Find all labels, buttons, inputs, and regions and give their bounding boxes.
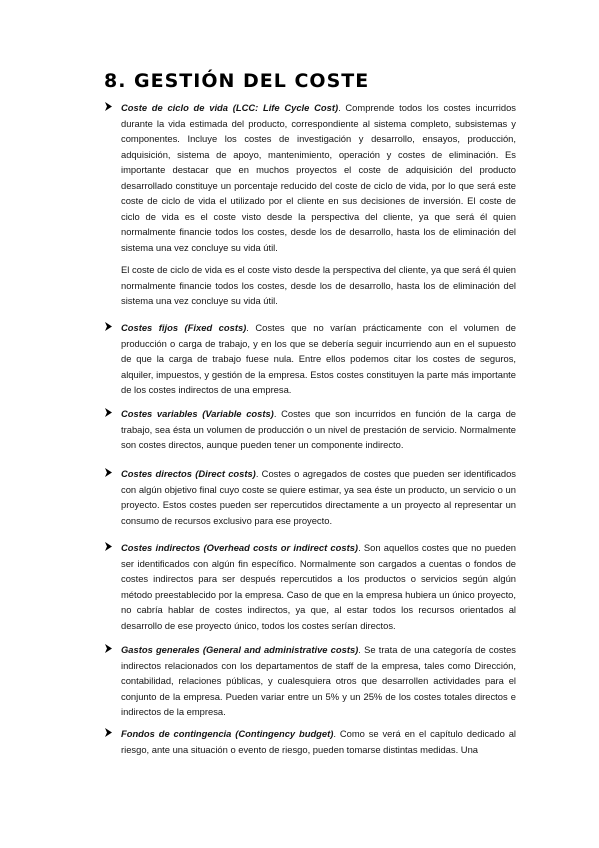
item-body: . Son aquellos costes que no pueden ser identificados con algún fin específico. Normalmente son cargados a cuentas o fondos de costes indirectos para ser después repercutidos a los productos o servicios según algún método preestablecido por la empresa. Caso de que en la empresa hubiera un único proyecto, no cabría hablar de costes indirectos, ya que, al estar todos los recursos orientados al desarrollo de ese proyecto único, todos los costes serían directos. <box>121 542 516 631</box>
item-body: . Costes que son incurridos en función de la carga de trabajo, sea ésta un volumen de producción o un nivel de prestación de servicio. Normalmente son costes directos, aunque pueden tener un componente indirecto. <box>121 408 516 450</box>
list-item-variable-costs <box>104 406 516 453</box>
list-item-indirect-costs <box>104 540 516 633</box>
list-item-lcc <box>104 100 516 255</box>
item-term: Costes fijos (Fixed costs) <box>121 322 247 333</box>
list-item-contingency <box>104 726 516 757</box>
item-body: . Comprende todos los costes incurridos durante la vida estimada del producto, correspondiente al sistema completo, subsistemas y componentes. Incluye los costes de investigación y desarrollo, ensayos, producción, adquisición, sistema de apoyo, mantenimiento, operación y costes de eliminación. Es importante destacar que en muchos proyectos el coste de adquisición del producto desarrollado constituye un porcentaje reducido del coste de ciclo de vida, por lo que será este coste de ciclo de vida el utilizado por el cliente en sus decisiones de inversión. El coste de ciclo de vida es el coste visto desde la perspectiva del cliente, ya que será él quien normalmente financie todos los costes, desde los de desarrollo, hasta los de eliminación del sistema una vez concluye su vida útil. <box>121 102 516 253</box>
list-item-text <box>121 406 516 453</box>
list-item-text <box>121 726 516 757</box>
arrow-bullet-icon <box>104 643 114 655</box>
list-item-general-costs <box>104 642 516 720</box>
list-item-direct-costs <box>104 466 516 528</box>
arrow-bullet-icon <box>104 541 114 553</box>
item-body: . Se trata de una categoría de costes indirectos relacionados con los departamentos de staff de la empresa, tales como Dirección, contabilidad, relaciones públicas, y cualesquiera otros que desarrollen actividades para el conjunto de la empresa. Pueden variar entre un 5% y un 25% de los costes totales directos e indirectos de la empresa. <box>121 644 516 717</box>
item-body: . Como se verá en el capítulo dedicado al riesgo, ante una situación o evento de riesgo, pueden tomarse distintas medidas. Una <box>121 728 516 755</box>
list-item-text <box>121 466 516 528</box>
arrow-bullet-icon <box>104 467 114 479</box>
arrow-bullet-icon <box>104 407 114 419</box>
list-item-text <box>121 320 516 398</box>
item-term: Coste de ciclo de vida (LCC: Life Cycle Cost) <box>121 102 339 113</box>
item-body: . Costes o agregados de costes que pueden ser identificados con algún objetivo final cuyo coste se quiere estimar, ya sea éste un producto, un servicio o un proyecto. Estos costes pueden ser repercutidos directamente a un proyecto al representar un consumo de recursos exclusivo para ese proyecto. <box>121 468 516 526</box>
list-item-text <box>121 100 516 255</box>
lcc-repeat-paragraph: El coste de ciclo de vida es el coste visto desde la perspectiva del cliente, ya que será él quien normalmente financie todos los costes, desde los de desarrollo, hasta los de eliminación del sistema una vez concluye su vida útil. <box>121 264 516 306</box>
item-term: Costes directos (Direct costs) <box>121 468 256 479</box>
list-item-text <box>121 540 516 633</box>
item-term: Gastos generales (General and administrative costs) <box>121 644 359 655</box>
list-item-text <box>121 642 516 720</box>
arrow-bullet-icon <box>104 727 114 739</box>
item-term: Costes variables (Variable costs) <box>121 408 274 419</box>
item-term: Costes indirectos (Overhead costs or indirect costs) <box>121 542 359 553</box>
arrow-bullet-icon <box>104 321 114 333</box>
arrow-bullet-icon <box>104 101 114 113</box>
item-body: . Costes que no varían prácticamente con el volumen de producción o carga de trabajo, y en los que se debería seguir incurriendo aun en el supuesto de que la carga de trabajo fuese nula. Entre ellos podemos citar los costes de seguros, alquiler, impuestos, y gestión de la empresa. Estos costes constituyen la parte más importante de los costes indirectos de una empresa. <box>121 322 516 395</box>
list-item-fixed-costs <box>104 320 516 398</box>
item-term: Fondos de contingencia (Contingency budget) <box>121 728 334 739</box>
section-title: 8. GESTIÓN DEL COSTE <box>104 70 370 92</box>
